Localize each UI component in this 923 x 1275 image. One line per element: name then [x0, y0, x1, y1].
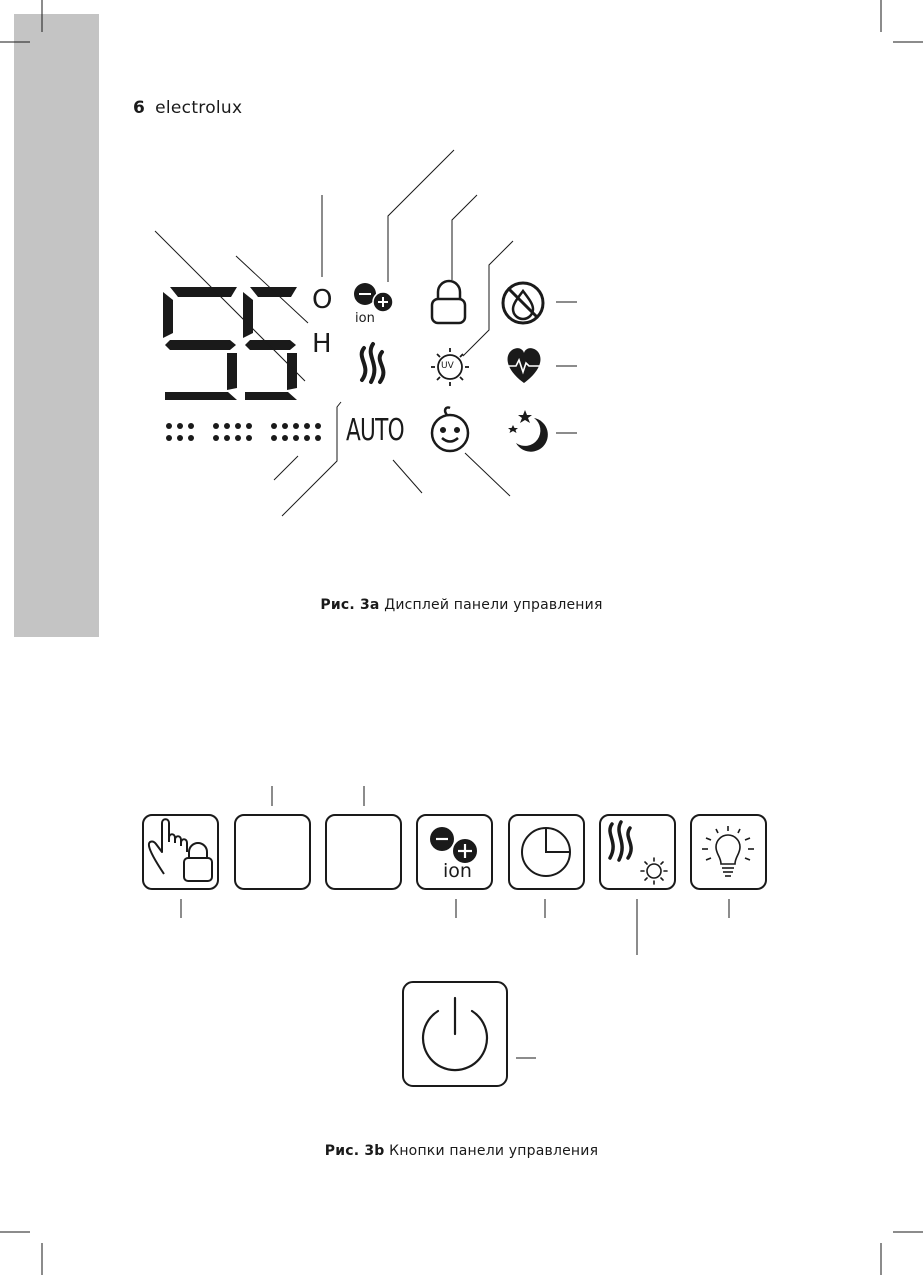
display-baby-icon — [432, 407, 468, 451]
leader-lines-3a — [155, 150, 577, 516]
display-heat-icon — [362, 344, 384, 382]
display-ion-label: ion — [355, 311, 375, 326]
display-sleep-icon — [508, 410, 548, 452]
dot-matrix — [166, 423, 321, 441]
ion-button[interactable] — [417, 815, 492, 889]
display-mark-o: O — [312, 285, 333, 315]
child-lock-button[interactable] — [143, 815, 218, 889]
figure-3a-label: Рис. 3a — [320, 597, 380, 613]
brand-name: electrolux — [155, 98, 243, 118]
light-button[interactable] — [691, 815, 766, 889]
display-uv-label: UV — [441, 361, 454, 371]
button-ion-label: ion — [443, 860, 472, 882]
timer-button[interactable] — [509, 815, 584, 889]
seven-segment-digits — [163, 287, 297, 400]
figure-3a-caption — [0, 597, 923, 613]
figure-3b-label: Рис. 3b — [324, 1143, 385, 1159]
minus-button[interactable] — [235, 815, 310, 889]
figure-3a-text: Дисплей панели управления — [379, 597, 603, 613]
display-auto-label: AUTO — [346, 413, 404, 448]
display-mark-h: H — [312, 329, 332, 359]
figure-3b-caption — [0, 1143, 923, 1159]
display-lock-icon — [432, 281, 465, 323]
plus-button[interactable] — [326, 815, 401, 889]
display-ion-icon — [354, 283, 393, 312]
display-heart-icon — [507, 348, 541, 383]
figure-3b-text: Кнопки панели управления — [384, 1143, 599, 1159]
page-number: 6 — [133, 98, 146, 118]
display-no-water-icon — [503, 283, 543, 323]
power-button[interactable] — [403, 982, 507, 1086]
mode-button[interactable] — [600, 815, 675, 889]
